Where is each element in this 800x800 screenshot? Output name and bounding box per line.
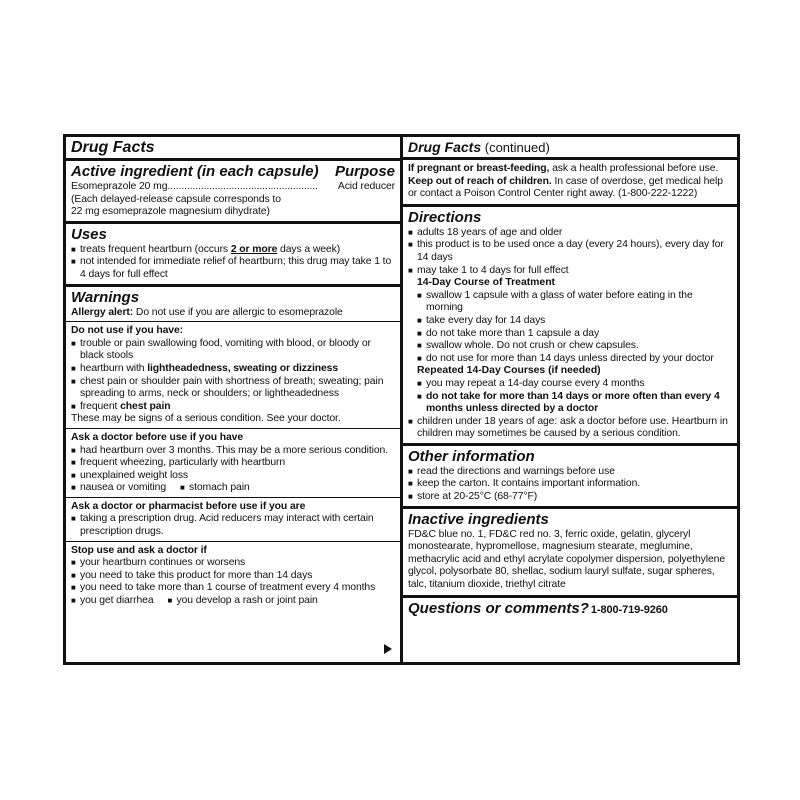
list-item: ■ nausea or vomiting [71, 482, 166, 494]
bullet-square-icon: ■ [417, 328, 422, 338]
list-item: ■ may take 1 to 4 days for full effect [408, 264, 569, 276]
list-item: ■ unexplained weight loss [71, 469, 189, 481]
drug-facts-label [63, 134, 740, 665]
bullet-square-icon: ■ [408, 227, 413, 237]
list-item: ■ had heartburn over 3 months. This may be a more serious condition. [71, 444, 388, 456]
ask-pharmacist-section [66, 498, 400, 542]
active-ingredient-heading: Active ingredient (in each capsule) [71, 163, 319, 180]
ingredient-name: Esomeprazole 20 mg [71, 181, 168, 192]
bullet-square-icon: ■ [71, 558, 76, 568]
list-item: ■ children under 18 years of age: ask a doctor before use. Heartburn in children may sometimes be caused by a serious condition. [408, 415, 728, 440]
list-item: ■ swallow whole. Do not crush or chew capsules. [417, 340, 639, 352]
list-item: ■ you need to take more than 1 course of treatment every 4 months [71, 582, 376, 594]
list-item: ■ this product is to be used once a day (every 24 hours), every day for 14 days [408, 239, 724, 263]
inactive-ingredients-text: FD&C blue no. 1, FD&C red no. 3, ferric oxide, gelatin, glyceryl monostearate, hypromellose, magnesium stearate, meglumine, methacrylic acid and ethyl acrylate copolymer dispersion, polyethylene glycol, polysorbate 80, shellac, sodium lauryl sulfate, sugar spheres, talc, titanium dioxide, triethyl citrate [408, 528, 726, 591]
drug-facts-continued-title: Drug Facts [408, 139, 482, 155]
bullet-square-icon: ■ [71, 338, 76, 348]
ask-doctor-section [66, 429, 400, 498]
bullet-square-icon: ■ [71, 483, 76, 493]
bullet-square-icon: ■ [417, 353, 422, 363]
uses-heading: Uses [71, 225, 107, 243]
bullet-square-icon: ■ [71, 244, 76, 254]
bullet-square-icon: ■ [167, 596, 173, 606]
bullet-square-icon: ■ [71, 583, 76, 593]
right-column [403, 137, 737, 662]
bullet-square-icon: ■ [408, 492, 413, 502]
list-item: ■ your heartburn continues or worsens [71, 557, 246, 569]
list-item: ■ swallow 1 capsule with a glass of water before eating in the morning [417, 289, 693, 314]
course-title: 14-Day Course of Treatment [417, 277, 556, 289]
bullet-square-icon: ■ [408, 240, 413, 250]
bullet-square-icon: ■ [71, 445, 76, 455]
continued-label: (continued) [481, 140, 550, 155]
bullet-square-icon: ■ [408, 479, 413, 489]
warnings-heading: Warnings [71, 288, 140, 306]
list-item: ■ trouble or pain swallowing food, vomiting with blood, or bloody or black stools [71, 337, 371, 362]
bullet-square-icon: ■ [408, 265, 413, 275]
bullet-square-icon: ■ [71, 458, 76, 468]
list-item: ■ stomach pain [180, 482, 250, 494]
inactive-ingredients-section [403, 509, 737, 598]
uses-section [66, 224, 400, 287]
list-item: ■ do not use for more than 14 days unless directed by your doctor [417, 352, 714, 364]
allergy-alert-label: Allergy alert: [71, 306, 134, 318]
list-item: ■ do not take for more than 14 days or more often than every 4 months unless directed by a doctor [417, 390, 720, 415]
list-item: ■ taking a prescription drug. Acid reducers may interact with certain prescription drugs. [71, 513, 374, 538]
inactive-ingredients-heading: Inactive ingredients [408, 510, 549, 528]
list-item: ■ chest pain or shoulder pain with shortness of breath; sweating; pain spreading to arms, neck or shoulders; or lightheadedness [71, 375, 384, 400]
ingredient-note-2: 22 mg esomeprazole magnesium dihydrate) [71, 206, 270, 218]
bullet-square-icon: ■ [408, 416, 413, 426]
ask-pharmacist-heading: Ask a doctor or pharmacist before use if you are [71, 500, 306, 512]
active-ingredient-section [66, 161, 400, 224]
bullet-square-icon: ■ [71, 401, 76, 411]
ingredient-note-1: (Each delayed-release capsule corresponds to [71, 193, 281, 205]
list-item: ■ take every day for 14 days [417, 314, 546, 326]
list-item: ■ not intended for immediate relief of heartburn; this drug may take 1 to 4 days for full effect [71, 256, 392, 280]
bullet-square-icon: ■ [180, 483, 185, 493]
ask-doctor-heading: Ask a doctor before use if you have [71, 431, 244, 443]
bullet-square-icon: ■ [71, 257, 76, 267]
list-item: ■ store at 20-25°C (68-77°F) [408, 491, 538, 503]
bullet-square-icon: ■ [71, 596, 76, 606]
list-item: ■ you get diarrhea [71, 595, 154, 607]
list-item: ■ you need to take this product for more than 14 days [71, 569, 313, 581]
repeat-title: Repeated 14-Day Courses (if needed) [417, 365, 601, 377]
list-item: ■ heartburn with lightheadedness, sweating or dizziness [71, 362, 339, 374]
bullet-square-icon: ■ [71, 363, 76, 373]
list-item: ■ keep the carton. It contains important information. [408, 478, 641, 490]
bullet-square-icon: ■ [71, 376, 76, 386]
continued-title-section [403, 137, 737, 160]
bullet-square-icon: ■ [417, 290, 422, 300]
list-item: ■ treats frequent heartburn (occurs 2 or more days a week) [71, 243, 341, 255]
directions-heading: Directions [408, 208, 482, 226]
questions-section [403, 598, 737, 618]
do-not-use-footer: These may be signs of a serious condition. See your doctor. [71, 413, 341, 425]
bullet-square-icon: ■ [71, 514, 76, 524]
bullet-square-icon: ■ [417, 341, 422, 351]
list-item: ■ frequent chest pain [71, 400, 171, 412]
stop-use-section [66, 542, 400, 608]
list-item: ■ frequent wheezing, particularly with heartburn [71, 457, 286, 469]
bullet-square-icon: ■ [408, 466, 413, 476]
stop-use-heading: Stop use and ask a doctor if [71, 544, 207, 556]
questions-phone: 1-800-719-9260 [590, 603, 668, 616]
list-item: ■ read the directions and warnings before use [408, 465, 615, 477]
questions-heading: Questions or comments? [408, 599, 589, 617]
list-item: ■ you may repeat a 14-day course every 4 months [417, 377, 645, 389]
do-not-use-section [66, 322, 400, 429]
other-information-section [403, 446, 737, 509]
title-section [66, 137, 400, 161]
ingredient-purpose: Acid reducer [337, 181, 395, 192]
purpose-heading: Purpose [334, 163, 395, 180]
list-item: ■ do not take more than 1 capsule a day [417, 327, 600, 339]
bullet-square-icon: ■ [417, 315, 422, 325]
list-item: ■ you develop a rash or joint pain [167, 595, 318, 607]
warnings-section [66, 287, 400, 323]
other-information-heading: Other information [408, 447, 535, 465]
bullet-square-icon: ■ [71, 470, 76, 480]
bullet-square-icon: ■ [417, 391, 422, 401]
pregnancy-section: If pregnant or breast-feeding, ask a health professional before use. Keep out of reach of children. In case of overdose, get medical help or contact a Poison Control Center right away. (1-800-222-1222) [403, 160, 737, 207]
allergy-alert-text: Do not use if you are allergic to esomeprazole [133, 306, 343, 318]
list-item: ■ adults 18 years of age and older [408, 226, 563, 238]
ingredient-dots: ...................................................... [167, 181, 318, 192]
bullet-square-icon: ■ [71, 570, 76, 580]
do-not-use-heading: Do not use if you have: [71, 325, 184, 337]
drug-facts-title: Drug Facts [71, 139, 155, 156]
continued-arrow-icon [384, 644, 392, 654]
left-column [66, 137, 403, 662]
bullet-square-icon: ■ [417, 378, 422, 388]
directions-section [403, 207, 737, 446]
